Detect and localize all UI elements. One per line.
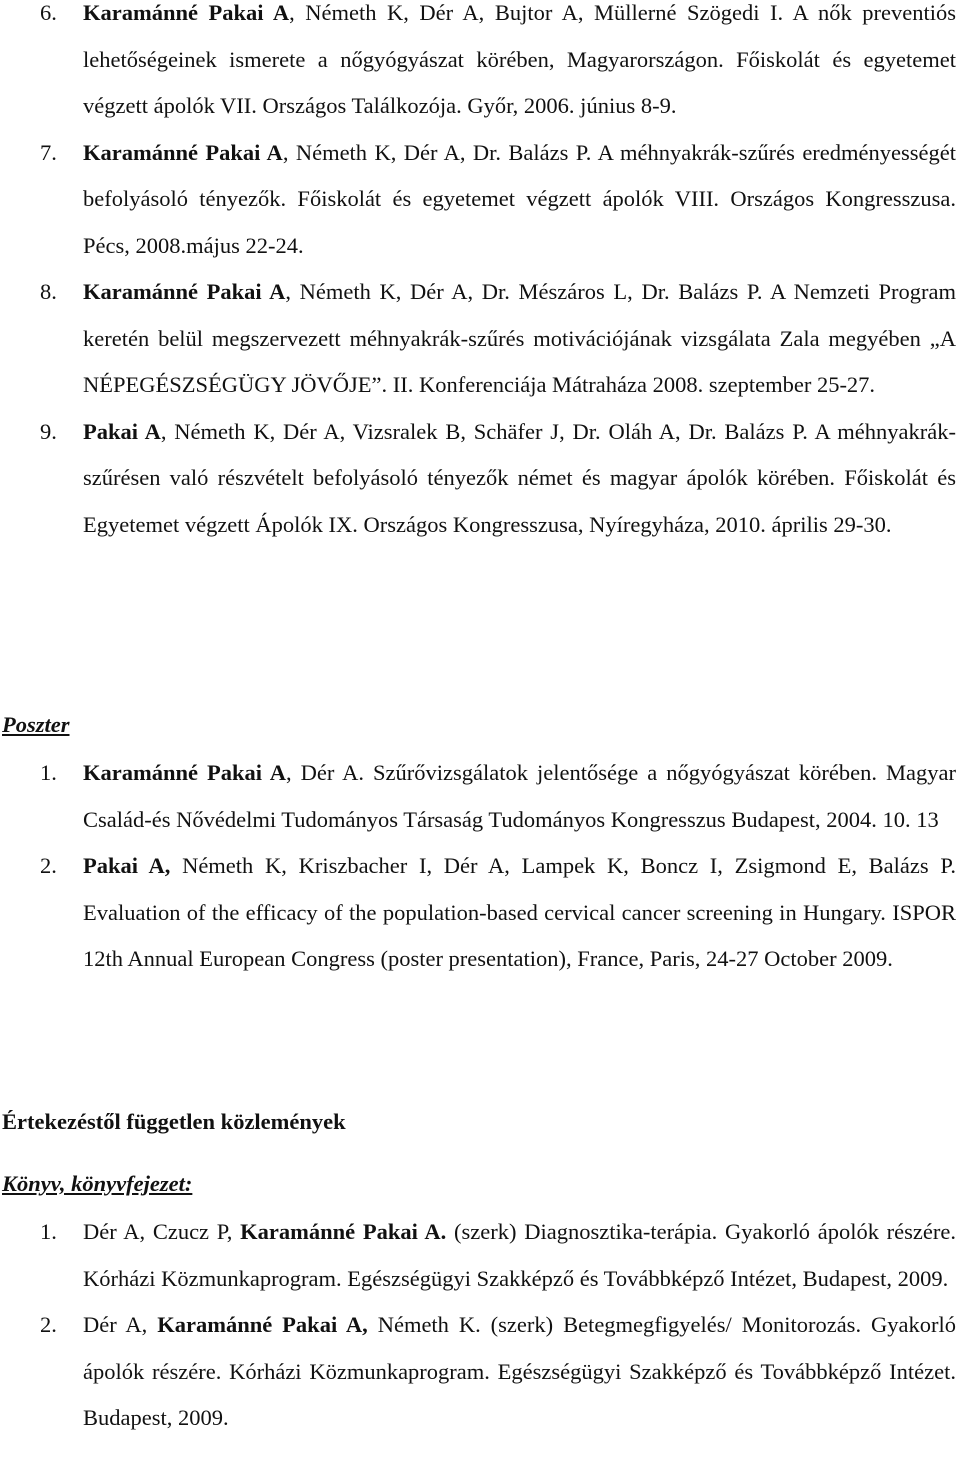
author-bold: Karamánné Pakai A: [83, 0, 290, 25]
list-item: [0, 269, 960, 409]
item-number: 7.: [40, 139, 57, 165]
item-text: , Németh K, Dér A, Bujtor A, Müllerné Szögedi I. A nők preventiós lehetőségeinek ismerete a nőgyógyászat körében, Magyarországon. Főiskolát és egyetemet végzett ápolók VII. Országos Találkozója. Győr, 2006. június 8-9.: [83, 0, 956, 118]
item-number: 2.: [40, 853, 57, 878]
list-item: [0, 409, 960, 549]
list-item: [0, 0, 960, 130]
item-text: (szerk) Diagnosztika-terápia. Gyakorló ápolók részére. Kórházi Közmunkaprogram. Egészségügyi Szakképző és Továbbképző Intézet, Budapest, 2009.: [83, 1219, 956, 1291]
item-number: 1.: [40, 1219, 57, 1244]
item-number: 8.: [40, 279, 57, 304]
author-bold: Pakai A,: [83, 853, 171, 878]
list-item: [0, 130, 960, 270]
posters-list: [0, 750, 960, 983]
talks-list: [0, 0, 960, 548]
item-text: , Dér A. Szűrővizsgálatok jelentősége a nőgyógyászat körében. Magyar Család-és Nővédelmi Tudományos Társaság Tudományos Kongresszus Budapest, 2004. 10. 13: [83, 760, 957, 832]
item-text: , Németh K, Dér A, Vizsralek B, Schäfer J, Dr. Oláh A, Dr. Balázs P. A méhnyakrák-szűrésen való részvételt befolyásoló tényezők német és magyar ápolók körében. Főiskolát és Egyetemet végzett Ápolók IX. Országos Kongresszusa, Nyíregyháza, 2010. április 29-30.: [83, 418, 956, 537]
list-item: [0, 1209, 960, 1302]
item-number: 1.: [40, 760, 57, 785]
poster-heading: Poszter: [2, 712, 70, 737]
author-bold: Pakai A: [83, 418, 161, 444]
author-bold: Karamánné Pakai A: [83, 279, 286, 304]
list-item: [0, 750, 960, 843]
item-number: 9.: [40, 418, 57, 444]
books-list: [0, 1209, 960, 1442]
section-heading: Értekezéstől független közlemények: [2, 1109, 346, 1134]
author-bold: Karamánné Pakai A: [83, 139, 283, 165]
item-text: , Németh K, Dér A, Dr. Balázs P. A méhnyakrák-szűrés eredményességét befolyásoló tényezők. Főiskolát és egyetemet végzett ápolók VIII. Országos Kongresszusa. Pécs, 2008.május 22-24.: [83, 139, 956, 258]
item-text-pre: Dér A, Czucz P,: [83, 1219, 241, 1244]
item-text-pre: Dér A,: [83, 1312, 158, 1337]
item-text: , Németh K, Dér A, Dr. Mészáros L, Dr. Balázs P. A Nemzeti Program keretén belül megszervezett méhnyakrák-szűrés motivációjának vizsgálata Zala megyében „A NÉPEGÉSZSÉGÜGY JÖVŐJE”. II. Konferenciája Mátraháza 2008. szeptember 25-27.: [83, 279, 956, 397]
list-item: [0, 1302, 960, 1442]
item-text: Németh K. (szerk) Betegmegfigyelés/ Monitorozás. Gyakorló ápolók részére. Kórházi Közmunkaprogram. Egészségügyi Szakképző és Továbbképző Intézet. Budapest, 2009.: [83, 1312, 956, 1430]
author-bold: Karamánné Pakai A.: [240, 1219, 447, 1244]
list-item: [0, 843, 960, 983]
item-number: 6.: [40, 0, 57, 25]
author-bold: Karamánné Pakai A: [83, 760, 287, 785]
item-number: 2.: [40, 1312, 57, 1337]
item-text: Németh K, Kriszbacher I, Dér A, Lampek K, Boncz I, Zsigmond E, Balázs P. Evaluation of the efficacy of the population-based cervical cancer screening in Hungary. ISPOR 12th Annual European Congress (poster presentation), France, Paris, 24-27 October 2009.: [83, 853, 956, 971]
book-heading: Könyv, könyvfejezet:: [2, 1171, 193, 1196]
author-bold: Karamánné Pakai A,: [157, 1312, 368, 1337]
